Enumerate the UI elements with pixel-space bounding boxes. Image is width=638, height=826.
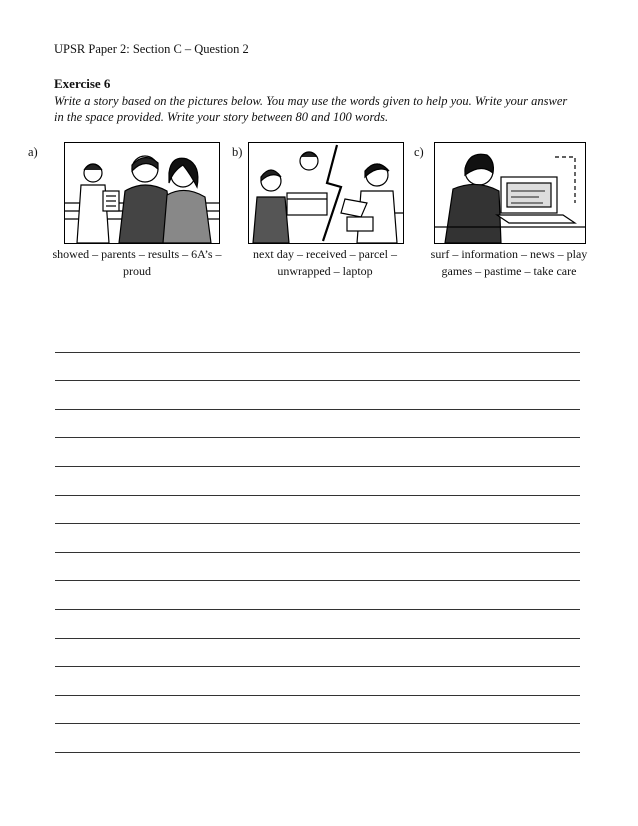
boy-using-laptop-illustration <box>435 143 585 243</box>
picture-a-illustration <box>64 142 220 244</box>
picture-b-illustration <box>248 142 404 244</box>
answer-line[interactable] <box>55 524 580 553</box>
answer-line[interactable] <box>55 610 580 639</box>
family-with-results-illustration <box>65 143 219 243</box>
answer-line[interactable] <box>55 410 580 439</box>
picture-a-hint: showed – parents – results – 6A’s – proud <box>52 247 222 278</box>
answer-line[interactable] <box>55 724 580 753</box>
answer-line[interactable] <box>55 581 580 610</box>
answer-line[interactable] <box>55 553 580 582</box>
answer-line[interactable] <box>55 438 580 467</box>
exercise-instructions: Write a story based on the pictures below. You may use the words given to help you. Write your answer in the space provided. Write your story between 80 and 100 words. <box>54 94 568 124</box>
answer-line[interactable] <box>55 667 580 696</box>
picture-b-hint: next day – received – parcel – unwrapped – laptop <box>253 247 397 278</box>
page-header: UPSR Paper 2: Section C – Question 2 <box>54 42 249 56</box>
answer-line[interactable] <box>55 696 580 725</box>
picture-a-label: a) <box>28 145 38 159</box>
answer-line[interactable] <box>55 324 580 353</box>
answer-line[interactable] <box>55 496 580 525</box>
answer-line[interactable] <box>55 353 580 382</box>
answer-line[interactable] <box>55 467 580 496</box>
parcel-and-laptop-illustration <box>249 143 403 243</box>
picture-c-label: c) <box>414 145 424 159</box>
answer-line[interactable] <box>55 639 580 668</box>
answer-area[interactable] <box>55 324 580 753</box>
picture-c-illustration <box>434 142 586 244</box>
picture-b-label: b) <box>232 145 243 159</box>
exercise-title: Exercise 6 <box>54 76 111 91</box>
picture-c-hint: surf – information – news – play games – pastime – take care <box>430 247 588 278</box>
answer-line[interactable] <box>55 381 580 410</box>
